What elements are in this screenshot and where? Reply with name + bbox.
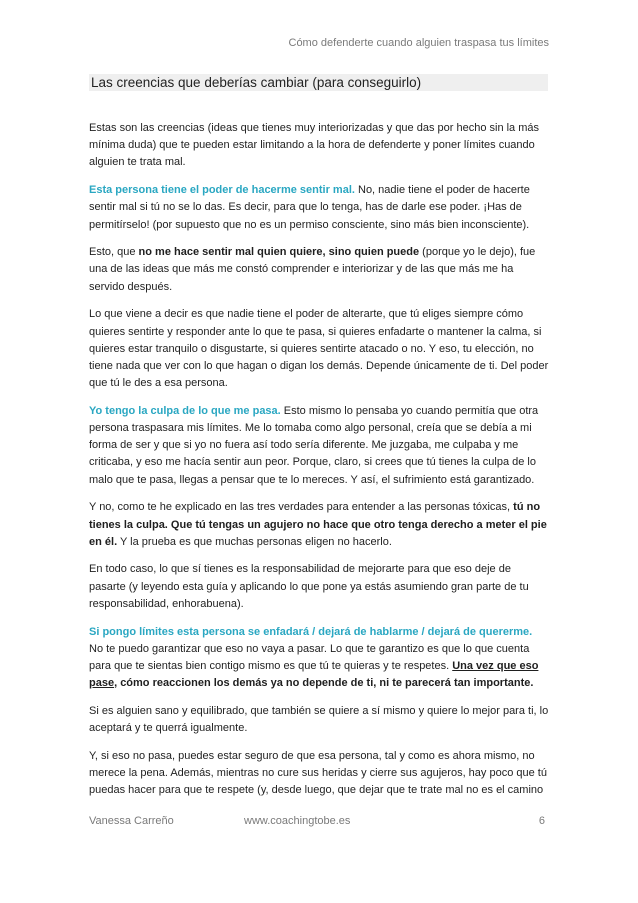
p5-highlight: Yo tengo la culpa de lo que me pasa. [89, 404, 281, 417]
p3-before: Esto, que [89, 246, 139, 259]
section-title: Las creencias que deberías cambiar (para conseguirlo) [89, 74, 548, 91]
p1-text: Estas son las creencias (ideas que tienes muy interiorizadas y que das por hecho sin la más mínima duda) que te pueden estar limitando a la hora de defenderte y poner límites cuando alguien te trata mal. [89, 122, 540, 169]
paragraph-10 [89, 748, 549, 800]
p2-text: No, nadie tiene el poder de hacerte sentir mal si tú no se lo das. Es decir, para que lo tenga, has de darle ese poder. ¡Has de permitírselo! (por supuesto que no es un permiso consciente, sino más bien inconsciente). [89, 184, 530, 231]
p10-text: Y, si eso no pasa, puedes estar seguro de que esa persona, tal y como es ahora mismo, no merece la pena. Además, mientras no cure sus heridas y cierre sus agujeros, hay poco que tú puedas hacer para que te respete (y, desde luego, que dejar que te trate mal no es el camino [89, 749, 547, 797]
p8-bold-tail: , cómo reaccionen los demás ya no depende de ti, ni te parecerá tan importante. [114, 677, 534, 690]
p8-highlight: Si pongo límites esta persona se enfadará / dejará de hablarme / dejará de quererme. [89, 625, 533, 638]
p8-text: No te puedo garantizar que eso no vaya a pasar. Lo que te garantizo es que lo que cuenta para que te sientas bien contigo mismo es que tú te quieras y te respetes. [89, 642, 530, 672]
p2-highlight: Esta persona tiene el poder de hacerme sentir mal. [89, 184, 355, 197]
p4-text: Lo que viene a decir es que nadie tiene el poder de alterarte, que tú eliges siempre cómo quieres sentirte y responder ante lo que te pasa, si quieres enfadarte o mantener la calma, si quieres estar tranquilo o disgustarte, si quieres sentirte atacado o no. Y eso, tu elección, no tiene nada que ver con lo que hagan o digan los demás. Depende únicamente de ti. Del poder que tú le des a esa persona. [89, 308, 549, 390]
paragraph-6 [89, 499, 549, 551]
running-header: Cómo defenderte cuando alguien traspasa tus límites [288, 37, 549, 49]
paragraph-9 [89, 703, 549, 737]
p6-after: Y la prueba es que muchas personas eligen no hacerlo. [117, 535, 392, 548]
paragraph-2 [89, 182, 549, 234]
p9-text: Si es alguien sano y equilibrado, que también se quiere a sí mismo y quiere lo mejor para ti, lo aceptará y te querrá igualmente. [89, 704, 549, 735]
paragraph-4 [89, 306, 549, 392]
body-text [89, 120, 549, 810]
p6-before: Y no, como te he explicado en las tres verdades para entender a las personas tóxicas, [89, 501, 514, 514]
paragraph-3 [89, 244, 549, 296]
p7-text: En todo caso, lo que sí tienes es la responsabilidad de mejorarte para que eso deje de pasarte (y leyendo esta guía y aplicando lo que pone ya estás asumiendo gran parte de tu responsabilidad, enhorabuena). [89, 563, 529, 610]
page-footer [89, 815, 545, 829]
p3-after: (porque yo le dejo), fue una de las ideas que más me constó comprender e interiorizar y de las que más me ha servido después. [89, 246, 536, 293]
p5-text: Esto mismo lo pensaba yo cuando permitía que otra persona traspasara mis límites. Me lo tomaba como algo personal, creía que se debía a mi forma de ser y que si yo no fuera así todo sería diferente. Me juzgaba, me culpaba y me criticaba, y eso me hacía sentir aun peor. Porque, claro, si crees que tú tienes la culpa de lo malo que te pasa, llegas a pensar que te lo mereces. Y así, el sufrimiento está garantizado. [89, 404, 539, 486]
footer-website: www.coachingtobe.es [244, 815, 351, 827]
paragraph-1 [89, 120, 549, 172]
paragraph-5 [89, 403, 549, 489]
p8-underlined: Una vez que eso pase [89, 659, 539, 690]
paragraph-8 [89, 624, 549, 693]
footer-author: Vanessa Carreño [89, 815, 174, 827]
p6-bold: tú no tienes la culpa. Que tú tengas un agujero no hace que otro tenga derecho a meter el pie en él. [89, 501, 547, 548]
paragraph-7 [89, 561, 549, 613]
p3-bold: no me hace sentir mal quien quiere, sino quien puede [138, 246, 420, 259]
page-number: 6 [538, 815, 545, 827]
